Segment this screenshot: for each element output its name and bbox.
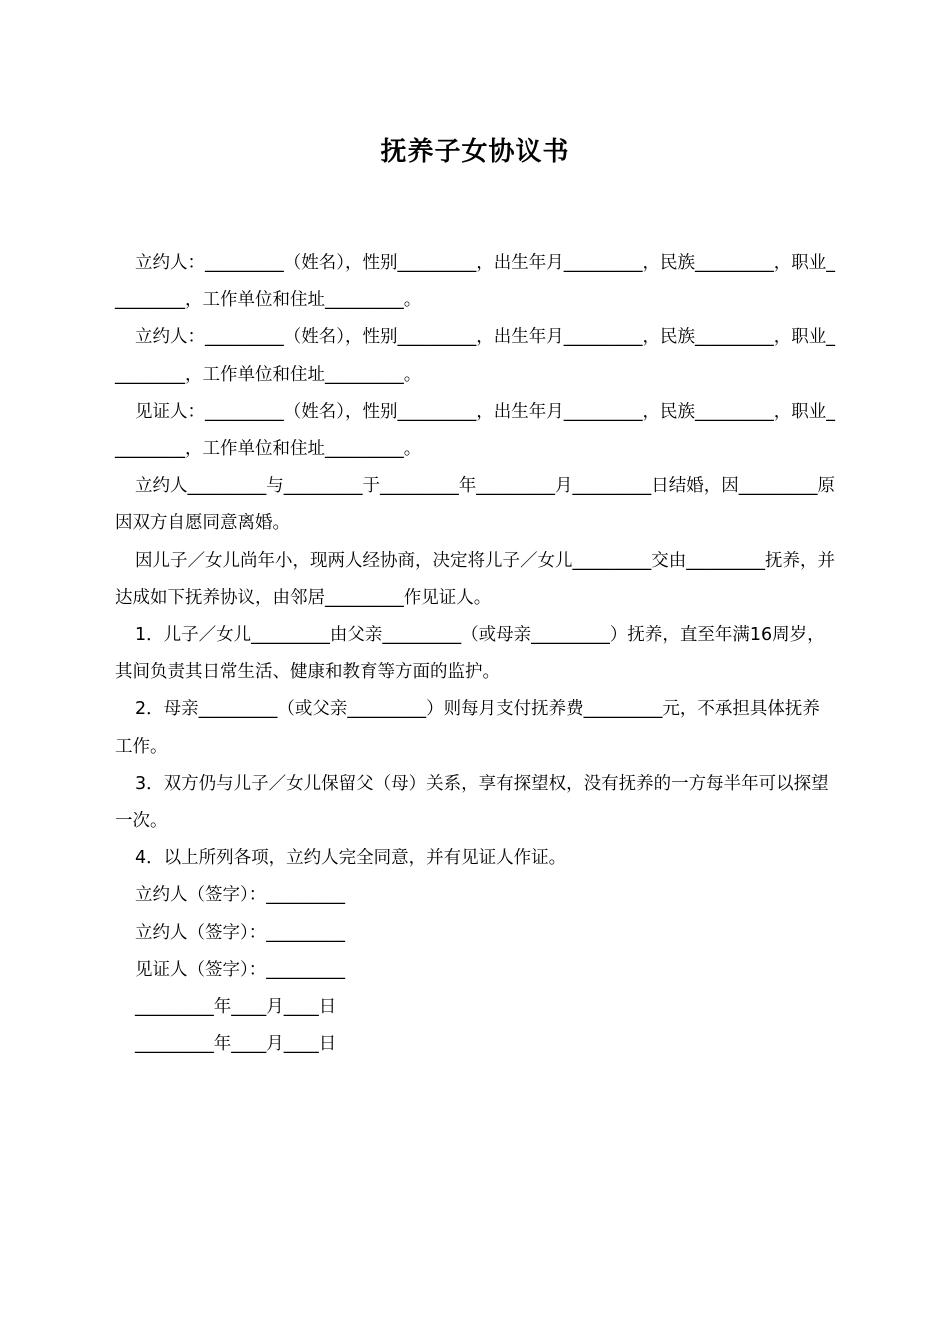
signature-witness: 见证人（签字）：_________: [135, 959, 345, 980]
clause-1-custody: 1．儿子／女儿_________由父亲_________（或母亲_________）抚养，直至年满16周岁，其间负责其日常生活、健康和教育等方面的监护。: [115, 625, 825, 683]
signature-party-b: 立约人（签字）：_________: [135, 922, 345, 943]
clause-2-support-payment: 2．母亲_________（或父亲_________）则每月支付抚养费_________元，不承担具体抚养工作。: [115, 699, 820, 757]
signature-party-a: 立约人（签字）：_________: [135, 885, 345, 906]
custody-agreement-intro: 因儿子／女儿尚年小，现两人经协商，决定将儿子／女儿_________交由_________抚养，并达成如下抚养协议，由邻居_________作见证人。: [115, 550, 835, 608]
marriage-divorce-clause: 立约人_________与_________于_________年_________月_________日结婚，因_________原因双方自愿同意离婚。: [115, 476, 835, 534]
date-line-2: _________年____月____日: [135, 1034, 337, 1055]
party-b-info: 立约人：_________（姓名），性别_________，出生年月_________，民族_________，职业_________，工作单位和住址_________。: [115, 327, 835, 385]
date-line-1: _________年____月____日: [135, 997, 337, 1018]
clause-3-visitation: 3．双方仍与儿子／女儿保留父（母）关系，享有探望权，没有抚养的一方每半年可以探望一次。: [115, 773, 829, 832]
clause-4-consent: 4．以上所列各项，立约人完全同意，并有见证人作证。: [135, 848, 567, 869]
party-a-info: 立约人：_________（姓名），性别_________，出生年月_________，民族_________，职业_________，工作单位和住址_________。: [115, 253, 835, 311]
document-title: 抚养子女协议书: [380, 137, 570, 167]
document-body: [115, 245, 835, 1063]
witness-info: 见证人：_________（姓名），性别_________，出生年月_________，民族_________，职业_________，工作单位和住址_________。: [115, 401, 835, 460]
